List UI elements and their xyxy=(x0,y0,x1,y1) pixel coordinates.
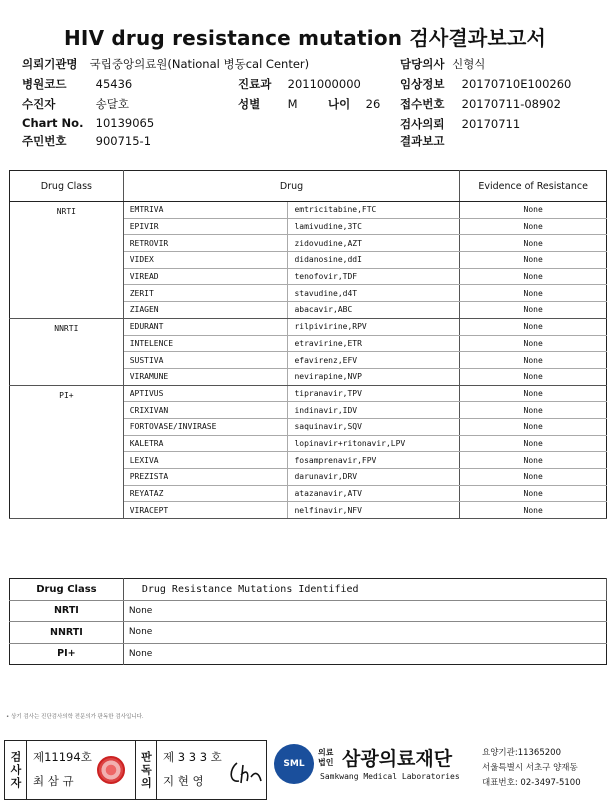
chart-value: 10139065 xyxy=(95,116,155,130)
resistance-table-header xyxy=(10,171,607,202)
generic-name-cell: fosamprenavir,FPV xyxy=(288,452,460,469)
legal-line1: 의료 xyxy=(318,748,334,757)
mut-result: None xyxy=(123,622,606,644)
generic-name-cell: efavirenz,EFV xyxy=(288,352,460,369)
receipt-value: 20170711-08902 xyxy=(461,97,561,111)
reader-signature-icon xyxy=(227,759,263,787)
generic-name-cell: abacavir,ABC xyxy=(288,302,460,319)
request-label: 검사의뢰 xyxy=(400,117,445,131)
receipt-label: 접수번호 xyxy=(400,97,445,111)
request-value: 20170711 xyxy=(461,117,521,131)
brand-name-cell: CRIXIVAN xyxy=(123,402,288,419)
brand-name-cell: VIRAMUNE xyxy=(123,368,288,385)
institution-value: 국립중앙의료원(National 병동cal Center) xyxy=(89,57,310,71)
generic-name-cell: tipranavir,TPV xyxy=(288,385,460,402)
doctor-label: 담당의사 xyxy=(400,57,445,71)
org-legal-type xyxy=(318,748,333,768)
drug-class-cell: PI+ xyxy=(10,385,124,519)
drug-class-cell: NRTI xyxy=(10,202,124,319)
header-doctor xyxy=(400,56,485,72)
org-phone: 대표번호: 02-3497-5100 xyxy=(482,778,581,788)
brand-name-cell: RETROVIR xyxy=(123,235,288,252)
org-address: 서울특별시 서초구 양재동 xyxy=(482,763,578,773)
examiner-label xyxy=(5,741,27,799)
table-row xyxy=(10,643,607,665)
mut-class: NRTI xyxy=(10,600,124,622)
generic-name-cell: indinavir,IDV xyxy=(288,402,460,419)
examiner-seal-icon xyxy=(97,756,125,784)
table-row xyxy=(10,622,607,644)
generic-name-cell: nelfinavir,NFV xyxy=(288,502,460,519)
brand-name-cell: LEXIVA xyxy=(123,452,288,469)
hospital-code-value: 45436 xyxy=(95,77,133,91)
age-value: 26 xyxy=(365,97,381,111)
id-label: 주민번호 xyxy=(22,134,67,148)
header-clinical xyxy=(400,76,571,92)
evidence-cell: None xyxy=(460,435,607,452)
generic-name-cell: stavudine,d4T xyxy=(288,285,460,302)
report-title: HIV drug resistance mutation 검사결과보고서 xyxy=(63,26,547,50)
dept-label: 진료과 xyxy=(238,77,272,91)
generic-name-cell: etravirine,ETR xyxy=(288,335,460,352)
signature-box xyxy=(4,740,267,800)
generic-name-cell: lamivudine,3TC xyxy=(288,218,460,235)
brand-name-cell: REYATAZ xyxy=(123,485,288,502)
examiner-name: 최 삼 규 xyxy=(33,774,74,788)
header-receipt xyxy=(400,96,561,112)
table-row xyxy=(10,385,607,402)
brand-name-cell: EMTRIVA xyxy=(123,202,288,219)
brand-name-cell: ZIAGEN xyxy=(123,302,288,319)
brand-name-cell: INTELENCE xyxy=(123,335,288,352)
reader-license: 제 3 3 3 호 xyxy=(163,750,222,764)
header-hospital-code xyxy=(22,76,132,92)
sex-label: 성별 xyxy=(238,97,261,111)
patient-label: 수진자 xyxy=(22,97,56,111)
clinical-label: 임상정보 xyxy=(400,77,445,91)
header-age xyxy=(328,96,380,112)
evidence-cell: None xyxy=(460,368,607,385)
col-evidence: Evidence of Resistance xyxy=(460,171,607,202)
generic-name-cell: nevirapine,NVP xyxy=(288,368,460,385)
brand-name-cell: EDURANT xyxy=(123,318,288,335)
mut-class: PI+ xyxy=(10,643,124,665)
mut-col-result: Drug Resistance Mutations Identified xyxy=(123,579,606,601)
evidence-cell: None xyxy=(460,335,607,352)
evidence-cell: None xyxy=(460,402,607,419)
header-id xyxy=(22,133,151,149)
evidence-cell: None xyxy=(460,218,607,235)
mutation-table-header xyxy=(10,579,607,601)
org-brand xyxy=(274,740,610,800)
org-english-name: Samkwang Medical Laboratories xyxy=(320,772,460,781)
evidence-cell: None xyxy=(460,268,607,285)
table-row xyxy=(10,600,607,622)
resistance-table xyxy=(9,170,607,519)
sex-value: M xyxy=(287,97,298,111)
reader-label xyxy=(135,741,157,799)
org-code: 요양기관:11365200 xyxy=(482,748,561,758)
brand-name-cell: ZERIT xyxy=(123,285,288,302)
brand-name-cell: KALETRA xyxy=(123,435,288,452)
examiner-label-text: 검사자 xyxy=(9,750,22,790)
examiner-license: 제11194호 xyxy=(33,750,92,764)
brand-name-cell: EPIVIR xyxy=(123,218,288,235)
generic-name-cell: zidovudine,AZT xyxy=(288,235,460,252)
header-chart xyxy=(22,116,154,130)
evidence-cell: None xyxy=(460,252,607,269)
drug-class-cell: NNRTI xyxy=(10,318,124,385)
col-drug: Drug xyxy=(123,171,460,202)
header-patient xyxy=(22,96,129,112)
evidence-cell: None xyxy=(460,318,607,335)
mut-col-class: Drug Class xyxy=(10,579,124,601)
brand-name-cell: VIRACEPT xyxy=(123,502,288,519)
evidence-cell: None xyxy=(460,502,607,519)
generic-name-cell: lopinavir+ritonavir,LPV xyxy=(288,435,460,452)
evidence-cell: None xyxy=(460,302,607,319)
evidence-cell: None xyxy=(460,202,607,219)
brand-name-cell: VIREAD xyxy=(123,268,288,285)
generic-name-cell: atazanavir,ATV xyxy=(288,485,460,502)
brand-name-cell: FORTOVASE/INVIRASE xyxy=(123,418,288,435)
reader-label-text: 판독의 xyxy=(139,750,153,790)
mut-result: None xyxy=(128,648,153,659)
header-report xyxy=(400,133,462,149)
patient-value: 송달호 xyxy=(95,97,129,111)
evidence-cell: None xyxy=(460,469,607,486)
generic-name-cell: saquinavir,SQV xyxy=(288,418,460,435)
institution-label: 의뢰기관명 xyxy=(22,57,78,71)
doctor-value: 신형식 xyxy=(452,57,486,71)
evidence-cell: None xyxy=(460,485,607,502)
reader-name: 지 현 영 xyxy=(163,774,204,788)
generic-name-cell: darunavir,DRV xyxy=(288,469,460,486)
header-request xyxy=(400,116,520,132)
evidence-cell: None xyxy=(460,235,607,252)
footnote: • 상기 검사는 진단검사의학 전문의가 판독한 검사입니다. xyxy=(6,714,144,720)
brand-name-cell: APTIVUS xyxy=(123,385,288,402)
mut-class: NNRTI xyxy=(10,622,124,644)
brand-name-cell: VIDEX xyxy=(123,252,288,269)
clinical-value: 20170710E100260 xyxy=(461,77,572,91)
dept-value: 2011000000 xyxy=(287,77,361,91)
evidence-cell: None xyxy=(460,285,607,302)
hospital-code-label: 병원코드 xyxy=(22,77,67,91)
resistance-table-body xyxy=(10,202,607,519)
brand-name-cell: PREZISTA xyxy=(123,469,288,486)
evidence-cell: None xyxy=(460,352,607,369)
sml-logo-icon xyxy=(274,744,314,784)
evidence-cell: None xyxy=(460,418,607,435)
header-sex xyxy=(238,96,298,112)
footer xyxy=(0,738,610,806)
col-drug-class: Drug Class xyxy=(10,171,124,202)
logo-text: SML xyxy=(283,759,305,769)
generic-name-cell: didanosine,ddI xyxy=(288,252,460,269)
org-info xyxy=(482,746,581,791)
org-name: 삼광의료재단 xyxy=(342,748,453,770)
evidence-cell: None xyxy=(460,385,607,402)
generic-name-cell: emtricitabine,FTC xyxy=(288,202,460,219)
mut-result: None xyxy=(123,600,606,622)
header-dept xyxy=(238,76,361,92)
legal-line2: 법인 xyxy=(318,758,334,767)
table-row xyxy=(10,318,607,335)
mutation-table xyxy=(9,578,607,665)
generic-name-cell: tenofovir,TDF xyxy=(288,268,460,285)
evidence-cell: None xyxy=(460,452,607,469)
table-row xyxy=(10,202,607,219)
id-value: 900715-1 xyxy=(95,134,152,148)
brand-name-cell: SUSTIVA xyxy=(123,352,288,369)
age-label: 나이 xyxy=(328,97,351,111)
header-institution xyxy=(22,56,309,72)
generic-name-cell: rilpivirine,RPV xyxy=(288,318,460,335)
report-label: 결과보고 xyxy=(400,134,445,148)
chart-label: Chart No. xyxy=(22,116,84,130)
